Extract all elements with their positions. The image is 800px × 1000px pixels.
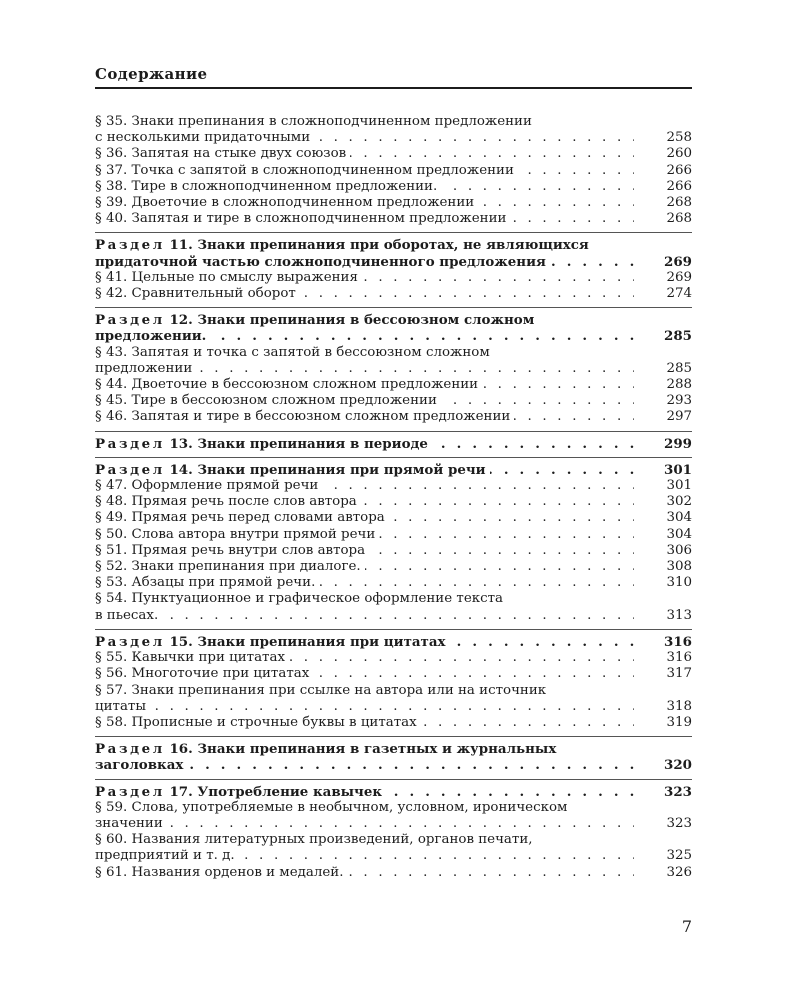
toc-section-entry[interactable] <box>95 462 692 478</box>
page-ref: 268 <box>642 195 692 211</box>
section-title-line: Раздел 12. Знаки препинания в бессоюзном сложном <box>95 312 535 329</box>
entry-title-line: § 49. Прямая речь перед словами автора <box>95 510 692 526</box>
section-label: Раздел <box>95 633 165 650</box>
toc-entry[interactable] <box>95 715 692 731</box>
toc-entry[interactable] <box>95 683 692 715</box>
section-divider <box>95 736 692 737</box>
section-title-line: предложении. <box>95 328 692 344</box>
page-ref: 318 <box>642 699 692 715</box>
page-ref: 299 <box>642 436 692 452</box>
section-divider <box>95 431 692 432</box>
page-ref: 323 <box>642 816 692 832</box>
page-ref: 269 <box>642 270 692 286</box>
page-ref: 268 <box>642 211 692 227</box>
section-label: Раздел <box>95 237 165 254</box>
entry-title-line: § 46. Запятая и тире в бессоюзном сложном предложении <box>95 409 692 425</box>
toc-section-entry[interactable] <box>95 436 692 452</box>
page-ref: 316 <box>642 650 692 666</box>
entry-title-line: в пьесах. <box>95 608 692 624</box>
page-ref: 301 <box>642 478 692 494</box>
entry-title-line: § 60. Названия литературных произведений, органов печати, <box>95 832 533 848</box>
toc-entry[interactable] <box>95 393 692 409</box>
entry-title-line: § 56. Многоточие при цитатах <box>95 666 692 682</box>
section-title-line: Раздел 16. Знаки препинания в газетных и журнальных <box>95 741 557 758</box>
section-divider <box>95 307 692 308</box>
page-ref: 316 <box>642 634 692 650</box>
page-ref: 320 <box>642 757 692 773</box>
page-ref: 302 <box>642 494 692 510</box>
page-header <box>95 64 692 89</box>
page-ref: 301 <box>642 462 692 478</box>
toc-entry[interactable] <box>95 666 692 682</box>
toc-entry[interactable] <box>95 800 692 832</box>
toc-entry[interactable] <box>95 195 692 211</box>
page-ref: 274 <box>642 286 692 302</box>
toc-section-entry[interactable] <box>95 634 692 650</box>
page-title: Содержание <box>95 65 208 83</box>
page-ref: 306 <box>642 543 692 559</box>
page-ref: 285 <box>642 361 692 377</box>
entry-title-line: с несколькими придаточными <box>95 130 692 146</box>
entry-title-line: § 40. Запятая и тире в сложноподчиненном предложении <box>95 211 692 227</box>
toc-entry[interactable] <box>95 559 692 575</box>
entry-title-line: § 44. Двоеточие в бессоюзном сложном предложении <box>95 377 692 393</box>
page-ref: 323 <box>642 784 692 800</box>
entry-title-line: § 51. Прямая речь внутри слов автора <box>95 543 692 559</box>
entry-title-line: § 59. Слова, употребляемые в необычном, условном, ироническом <box>95 799 568 815</box>
toc-entry[interactable] <box>95 650 692 666</box>
section-title-line: придаточной частью сложноподчиненного предложения <box>95 254 692 270</box>
entry-title-line: значении <box>95 816 692 832</box>
page-ref: 326 <box>642 865 692 881</box>
entry-title-line: § 48. Прямая речь после слов автора <box>95 494 692 510</box>
section-title-line: Раздел 14. Знаки препинания при прямой речи <box>95 462 692 478</box>
entry-title-line: предложении <box>95 361 692 377</box>
section-title-line: заголовках <box>95 757 692 773</box>
toc-entry[interactable] <box>95 510 692 526</box>
section-label: Раздел <box>95 783 165 800</box>
page-ref: 319 <box>642 715 692 731</box>
page-ref: 258 <box>642 130 692 146</box>
page-ref: 269 <box>642 254 692 270</box>
entry-title-line: § 57. Знаки препинания при ссылке на автора или на источник <box>95 682 547 698</box>
toc-entry[interactable] <box>95 270 692 286</box>
toc-section-entry[interactable] <box>95 741 692 773</box>
dot-leader <box>95 699 634 715</box>
toc-entry[interactable] <box>95 575 692 591</box>
section-label: Раздел <box>95 461 165 478</box>
page-ref: 304 <box>642 510 692 526</box>
entry-title-line: § 36. Запятая на стыке двух союзов <box>95 146 692 162</box>
toc-entry[interactable] <box>95 591 692 623</box>
entry-title-line: § 39. Двоеточие в сложноподчиненном предложении <box>95 195 692 211</box>
entry-title-line: § 50. Слова автора внутри прямой речи <box>95 527 692 543</box>
entry-title-line: § 55. Кавычки при цитатах <box>95 650 692 666</box>
section-divider <box>95 232 692 233</box>
dot-leader <box>95 608 634 624</box>
toc-entry[interactable] <box>95 832 692 864</box>
page-ref: 285 <box>642 328 692 344</box>
entry-title-line: § 61. Названия орденов и медалей. <box>95 865 692 881</box>
page-ref: 297 <box>642 409 692 425</box>
page-ref: 325 <box>642 848 692 864</box>
entry-title-line: § 53. Абзацы при прямой речи. <box>95 575 692 591</box>
entry-title-line: § 43. Запятая и точка с запятой в бессоюзном сложном <box>95 344 490 360</box>
entry-title-line: § 58. Прописные и строчные буквы в цитатах <box>95 715 692 731</box>
entry-title-line: предприятий и т. д. <box>95 848 692 864</box>
page-ref: 313 <box>642 608 692 624</box>
section-divider <box>95 779 692 780</box>
page-ref: 293 <box>642 393 692 409</box>
toc-section-entry[interactable] <box>95 784 692 800</box>
section-title-line: Раздел 13. Знаки препинания в периоде <box>95 436 692 452</box>
toc-entry[interactable] <box>95 377 692 393</box>
entry-title-line: § 45. Тире в бессоюзном сложном предложении <box>95 393 692 409</box>
toc-entry[interactable] <box>95 146 692 162</box>
page-ref: 310 <box>642 575 692 591</box>
section-title-line: Раздел 17. Употребление кавычек <box>95 784 692 800</box>
section-label: Раздел <box>95 435 165 452</box>
toc-entry[interactable] <box>95 163 692 179</box>
entry-title-line: § 52. Знаки препинания при диалоге. <box>95 559 692 575</box>
toc-entry[interactable] <box>95 211 692 227</box>
toc-section-entry[interactable] <box>95 312 692 344</box>
toc-section-entry[interactable] <box>95 237 692 269</box>
page-ref: 288 <box>642 377 692 393</box>
entry-title-line: цитаты <box>95 699 692 715</box>
toc-entry[interactable] <box>95 286 692 302</box>
entry-title-line: § 38. Тире в сложноподчиненном предложении. <box>95 179 692 195</box>
toc-entry[interactable] <box>95 527 692 543</box>
page-ref: 260 <box>642 146 692 162</box>
toc-entry[interactable] <box>95 179 692 195</box>
entry-title-line: § 42. Сравнительный оборот <box>95 286 692 302</box>
section-title-line: Раздел 11. Знаки препинания при оборотах, не являющихся <box>95 237 589 254</box>
toc-entry[interactable] <box>95 114 692 146</box>
page-ref: 266 <box>642 163 692 179</box>
page-ref: 266 <box>642 179 692 195</box>
section-title-line: Раздел 15. Знаки препинания при цитатах <box>95 634 692 650</box>
entry-title-line: § 35. Знаки препинания в сложноподчиненном предложении <box>95 114 532 129</box>
page-ref: 308 <box>642 559 692 575</box>
entry-title-line: § 37. Точка с запятой в сложноподчиненном предложении <box>95 163 692 179</box>
entry-title-line: § 54. Пунктуационное и графическое оформление текста <box>95 591 504 607</box>
section-divider <box>95 457 692 458</box>
section-label: Раздел <box>95 312 165 329</box>
toc-entry[interactable] <box>95 543 692 559</box>
section-label: Раздел <box>95 741 165 758</box>
toc-entry[interactable] <box>95 865 692 881</box>
entry-title-line: § 41. Цельные по смыслу выражения <box>95 270 692 286</box>
dot-leader <box>95 816 634 832</box>
entry-title-line: § 47. Оформление прямой речи <box>95 478 692 494</box>
table-of-contents <box>95 114 692 881</box>
page-ref: 304 <box>642 527 692 543</box>
toc-entry[interactable] <box>95 345 692 377</box>
toc-entry[interactable] <box>95 494 692 510</box>
page-number: 7 <box>681 917 692 936</box>
toc-entry[interactable] <box>95 478 692 494</box>
toc-entry[interactable] <box>95 409 692 425</box>
page-ref: 317 <box>642 666 692 682</box>
section-divider <box>95 629 692 630</box>
